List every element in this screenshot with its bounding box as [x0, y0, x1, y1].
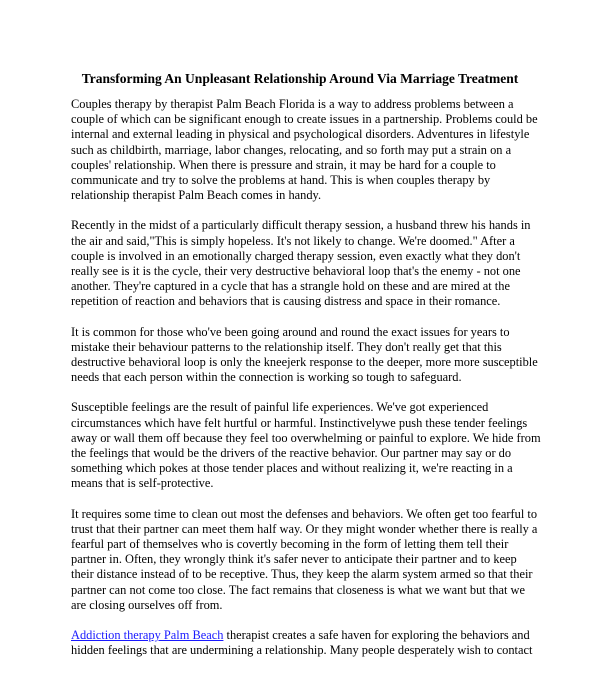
paragraph-5: It requires some time to clean out most the defenses and behaviors. We often get too fearful to trust that their partner can meet them half way. Or they might wonder whether there is really a fearful part of themselves who is covertly becoming in the form of letting them tell their partner in. Often, they wrongly think it's safer never to anticipate their partner and to keep their distance instead of to be receptive. Thus, they keep the alarm system armed so that their partner can not come too close. The fact remains that closeness is what we want but that we are closing ourselves off from.	[71, 506, 538, 612]
addiction-therapy-link[interactable]: Addiction therapy Palm Beach	[71, 628, 224, 643]
paragraph-6-text: therapist creates a safe haven for exploring the behaviors and hidden feelings that are undermining a relationship. Many people desperately wish to contact	[71, 628, 533, 658]
paragraph-1: Couples therapy by therapist Palm Beach Florida is a way to address problems between a couple of which can be significant enough to create issues in a partnership. Problems could be internal and external leading in physical and psychological disorders. Adventures in lifestyle such as childbirth, marriage, labor changes, relocating, and so forth may put a strain on a couples' relationship. When there is pressure and strain, it may be hard for a couple to communicate and try to solve the problems at hand. This is when couples therapy by relationship therapist Palm Beach comes in handy.	[71, 97, 538, 203]
paragraph-6	[71, 628, 541, 658]
paragraph-3: It is common for those who've been going around and round the exact issues for years to mistake their behaviour patterns to the relationship itself. They don't really get that this destructive behavioral loop is only the kneejerk response to the deeper, more more susceptible needs that each person within the connection is working so tough to safeguard.	[71, 324, 538, 385]
paragraph-4: Susceptible feelings are the result of painful life experiences. We've got experienced circumstances which have felt hurtful or harmful. Instinctivelywe push these tender feelings away or wall them off because they feel too overwhelming or painful to explore. We hide from the feelings that would be the drivers of the reactive behavior. Our partner may say or do something which pokes at those tender places and without realizing it, we're reacting in a means that is self-protective.	[71, 400, 541, 491]
document-body	[71, 97, 541, 674]
paragraph-2: Recently in the midst of a particularly difficult therapy session, a husband threw his hands in the air and said,"This is simply hopeless. It's not likely to change. We're doomed." After a couple is involved in an emotionally charged therapy session, even exactly what they don't really see is it is the cycle, their very destructive behavioral loop that's the enemy - not one another. They're captured in a cycle that has a strangle hold on these and are mired at the repetition of reaction and behaviors that is causing distress and space in their romance.	[71, 218, 531, 309]
document-title: Transforming An Unpleasant Relationship Around Via Marriage Treatment	[81, 71, 519, 86]
